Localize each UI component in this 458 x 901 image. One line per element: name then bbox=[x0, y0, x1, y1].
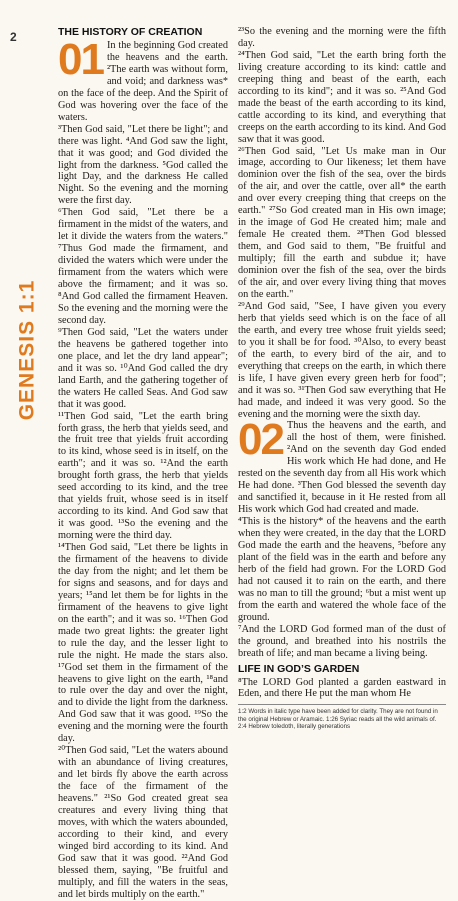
right-column bbox=[238, 26, 446, 731]
chapter-1-number: 01 bbox=[58, 35, 103, 84]
verse-paragraph: ⁴This is the history* of the heavens and the earth when they were created, in the day that the LORD God made the earth and the heavens, ⁵before any plant of the field was in the earth and before any herb of the field had grown. For the LORD God had not caused it to rain on the earth, and there was no man to till the ground; ⁶but a mist went up from the earth and watered the whole face of the ground. bbox=[238, 516, 446, 623]
verse-paragraph: ⁸The LORD God planted a garden eastward in Eden, and there He put the man whom He bbox=[238, 676, 446, 700]
verse-paragraph: ²⁹And God said, "See, I have given you every herb that yields seed which is on the face of all the earth, and every tree whose fruit yields seed; to you it shall be for food. ³⁰Also, to every beast of the earth, to every bird of the air, and to everything that creeps on the earth, in which there is life, I have given every green herb for food"; and it was so. ³¹Then God saw everything that He had made, and indeed it was very good. So the evening and the morning were the sixth day. bbox=[238, 300, 446, 420]
verse-paragraph: In the beginning God created the heavens and the earth. ²The earth was without form, and void; and darkness was* on the face of the deep. And the Spirit of God was hovering over the face of the waters. bbox=[58, 40, 228, 123]
footnotes bbox=[238, 704, 446, 730]
book-reference-label: GENESIS 1:1 bbox=[15, 279, 38, 421]
verse-paragraph: ⁶Then God said, "Let there be a firmament in the midst of the waters, and let it divide the waters from the waters." ⁷Thus God made the firmament, and divided the waters which were under the firmament from the waters which were above the firmament; and it was so. ⁸And God called the firmament Heaven. So the evening and the morning were the second day. bbox=[58, 207, 228, 326]
verse-paragraph: ¹¹Then God said, "Let the earth bring forth grass, the herb that yields seed, and the fruit tree that yields fruit according to its kind, whose seed is in itself, on the earth"; and it was so. ¹²And the earth brought forth grass, the herb that yields seed according to its kind, and the tree that yields fruit, whose seed is in itself according to its kind. And God saw that it was good. ¹³So the evening and the morning were the third day. bbox=[58, 410, 228, 542]
footnote: 2:4 Hebrew toledoth, literally generations bbox=[238, 723, 351, 731]
verse-paragraph: ²³So the evening and the morning were the fifth day. bbox=[238, 26, 446, 49]
verse-paragraph: ¹⁴Then God said, "Let there be lights in the firmament of the heavens to divide the day from the night; and let them be for signs and seasons, and for days and years; ¹⁵and let them be for lights in the firmament of the heavens to give light on the earth"; and it was so. ¹⁶Then God made two great lights: the greater light to rule the day, and the lesser light to rule the night. He made the stars also. ¹⁷God set them in the firmament of the heavens to give light on the earth, ¹⁸and to rule over the day and over the night, and to divide the light from the darkness. And God saw that it was good. ¹⁹So the evening and the morning were the fourth day. bbox=[58, 542, 228, 745]
verse-paragraph: Thus the heavens and the earth, and all the host of them, were finished. ²And on the seventh day God ended His work which He had done, and He rested on the seventh day from all His work which He had done. ³Then God blessed the seventh day and sanctified it, because in it He rested from all His work which God had created and made. bbox=[238, 420, 446, 516]
verse-paragraph: ⁹Then God said, "Let the waters under the heavens be gathered together into one place, and let the dry land appear"; and it was so. ¹⁰And God called the dry land Earth, and the gathering together of the waters He called Seas. And God saw that it was good. bbox=[58, 326, 228, 410]
verse-paragraph: ²⁴Then God said, "Let the earth bring forth the living creature according to its kind: cattle and creeping thing and beast of the earth, each according to its kind"; and it was so. ²⁵And God made the beast of the earth according to its kind, cattle according to its kind, and everything that creeps on the earth according to its kind. And God saw that it was good. bbox=[238, 49, 446, 145]
page-number: 2 bbox=[10, 30, 17, 44]
verse-paragraph: ⁷And the LORD God formed man of the dust of the ground, and breathed into his nostrils the breath of life; and man became a living being. bbox=[238, 623, 446, 659]
chapter-2-number: 02 bbox=[238, 415, 283, 465]
verse-paragraph: ²⁰Then God said, "Let the waters abound with an abundance of living creatures, and let birds fly above the earth across the face of the firmament of the heavens." ²¹So God created great sea creatures and every living thing that moves, with which the waters abounded, according to their kind, and every winged bird according to its kind. And God saw that it was good. ²²And God blessed them, saying, "Be fruitful and multiply, and fill the waters in the seas, and let birds multiply on the earth." bbox=[58, 745, 228, 900]
footnote: 1:2 Words in italic type have been added for clarity. They are not found in the original Hebrew or Aramaic. 1:26 Syriac reads all the wild animals of. bbox=[238, 708, 438, 723]
left-column bbox=[58, 26, 228, 900]
book-reference-vertical bbox=[14, 230, 40, 470]
verse-paragraph: ²⁶Then God said, "Let Us make man in Our image, according to Our likeness; let them have dominion over the fish of the sea, over the birds of the air, and over the cattle, over all* the earth and over every creeping thing that creeps on the earth." ²⁷So God created man in His own image; in the image of God He created him; male and female He created them. ²⁸Then God blessed them, and God said to them, "Be fruitful and multiply; fill the earth and subdue it; have dominion over the fish of the sea, over the birds of the air, and over every living thing that moves on the earth." bbox=[238, 145, 446, 300]
verse-paragraph: ³Then God said, "Let there be light"; and there was light. ⁴And God saw the light, that it was good; and God divided the light from the darkness. ⁵God called the light Day, and the darkness He called Night. So the evening and the morning were the first day. bbox=[58, 123, 228, 207]
section-heading-creation: THE HISTORY OF CREATION bbox=[58, 26, 203, 38]
section-heading-garden: LIFE IN GOD’S GARDEN bbox=[238, 662, 360, 675]
